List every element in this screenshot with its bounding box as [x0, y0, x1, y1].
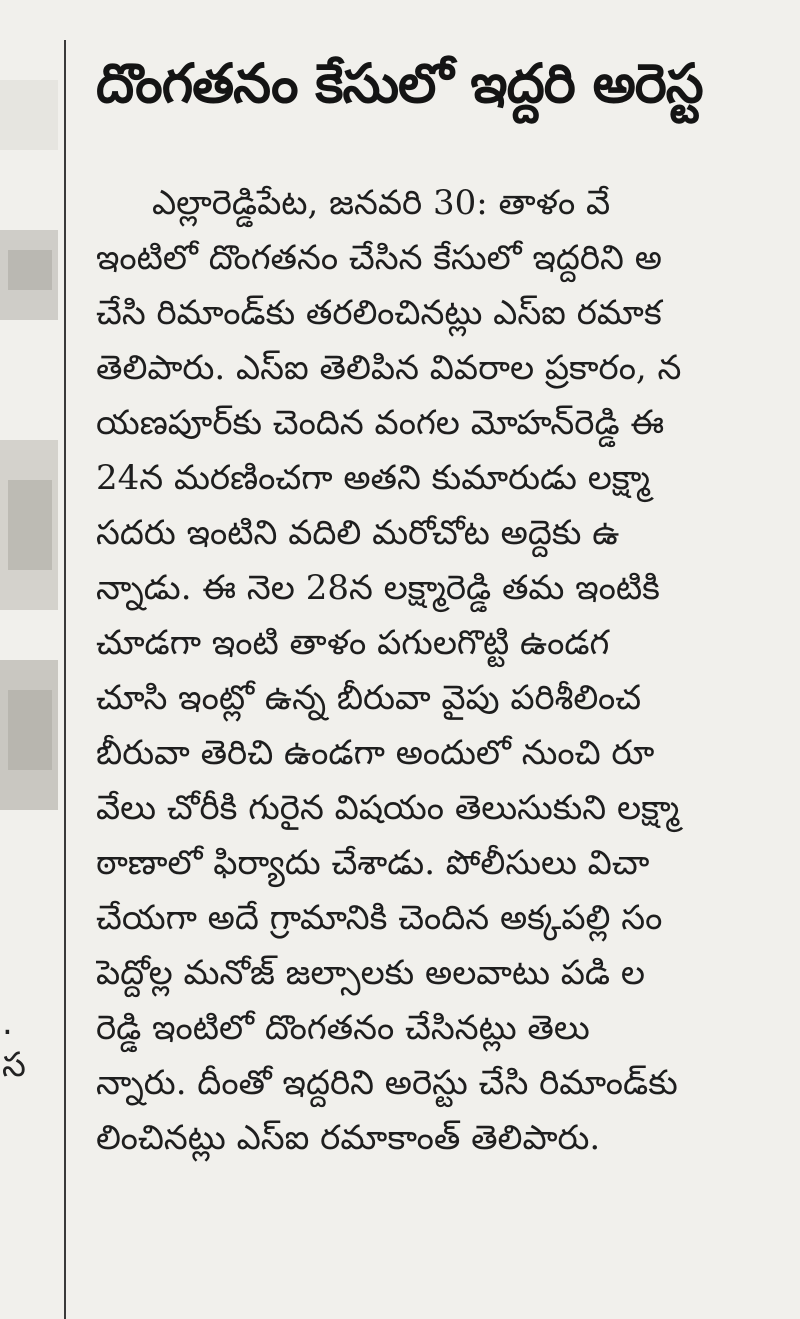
article-line: సదరు ఇంటిని వదిలి మరోచోట అద్దెకు ఉ — [96, 513, 620, 553]
column-rule — [64, 40, 66, 1319]
adjacent-photo-fragment — [0, 230, 58, 320]
article-headline: దొంగతనం కేసులో ఇద్దరి అరెస్ట — [96, 52, 703, 115]
adjacent-column — [0, 0, 62, 1319]
article-line: చూడగా ఇంటి తాళం పగులగొట్టి ఉండగ — [96, 623, 610, 663]
article-line: యణపూర్‌కు చెందిన వంగల మోహన్‌రెడ్డి ఈ — [96, 403, 665, 443]
article-line: చేసి రిమాండ్‌కు తరలించినట్లు ఎస్ఐ రమాక — [96, 293, 662, 333]
article-line: రెడ్డి ఇంటిలో దొంగతనం చేసినట్లు తెలు — [96, 1008, 590, 1048]
article-line: ఇంటిలో దొంగతనం చేసిన కేసులో ఇద్దరిని అ — [96, 238, 662, 278]
article-line: పెద్దోల్ల మనోజ్ జల్సాలకు అలవాటు పడి ల — [96, 953, 646, 993]
article-line: ఠాణాలో ఫిర్యాదు చేశాడు. పోలీసులు విచా — [96, 843, 650, 883]
news-article — [96, 0, 800, 1319]
article-body — [96, 176, 800, 1166]
adjacent-text-fragment: స — [2, 1045, 26, 1085]
article-line: బీరువా తెరిచి ఉండగా అందులో నుంచి రూ — [96, 733, 655, 773]
adjacent-photo-fragment — [0, 660, 58, 810]
article-line: న్నారు. దీంతో ఇద్దరిని అరెస్టు చేసి రిమాండ్‌కు — [96, 1063, 678, 1103]
article-line: లించినట్లు ఎస్ఐ రమాకాంత్ తెలిపారు. — [96, 1118, 601, 1158]
article-line: చేయగా అదే గ్రామానికి చెందిన అక్కపల్లి సం — [96, 898, 663, 938]
article-line: తెలిపారు. ఎస్ఐ తెలిపిన వివరాల ప్రకారం, న — [96, 348, 682, 388]
adjacent-text-fragment: . — [2, 1003, 13, 1043]
article-line: చూసి ఇంట్లో ఉన్న బీరువా వైపు పరిశీలించ — [96, 678, 642, 718]
article-line: వేలు చోరీకి గురైన విషయం తెలుసుకుని లక్ష్మా — [96, 788, 680, 828]
article-line: 24న మరణించగా అతని కుమారుడు లక్ష్మా — [96, 458, 650, 498]
adjacent-photo-fragment — [0, 440, 58, 610]
adjacent-photo-fragment — [0, 80, 58, 150]
article-line: ఎల్లారెడ్డిపేట, జనవరి 30: తాళం వే — [152, 183, 611, 223]
article-line: న్నాడు. ఈ నెల 28న లక్ష్మారెడ్డి తమ ఇంటికి — [96, 568, 660, 608]
